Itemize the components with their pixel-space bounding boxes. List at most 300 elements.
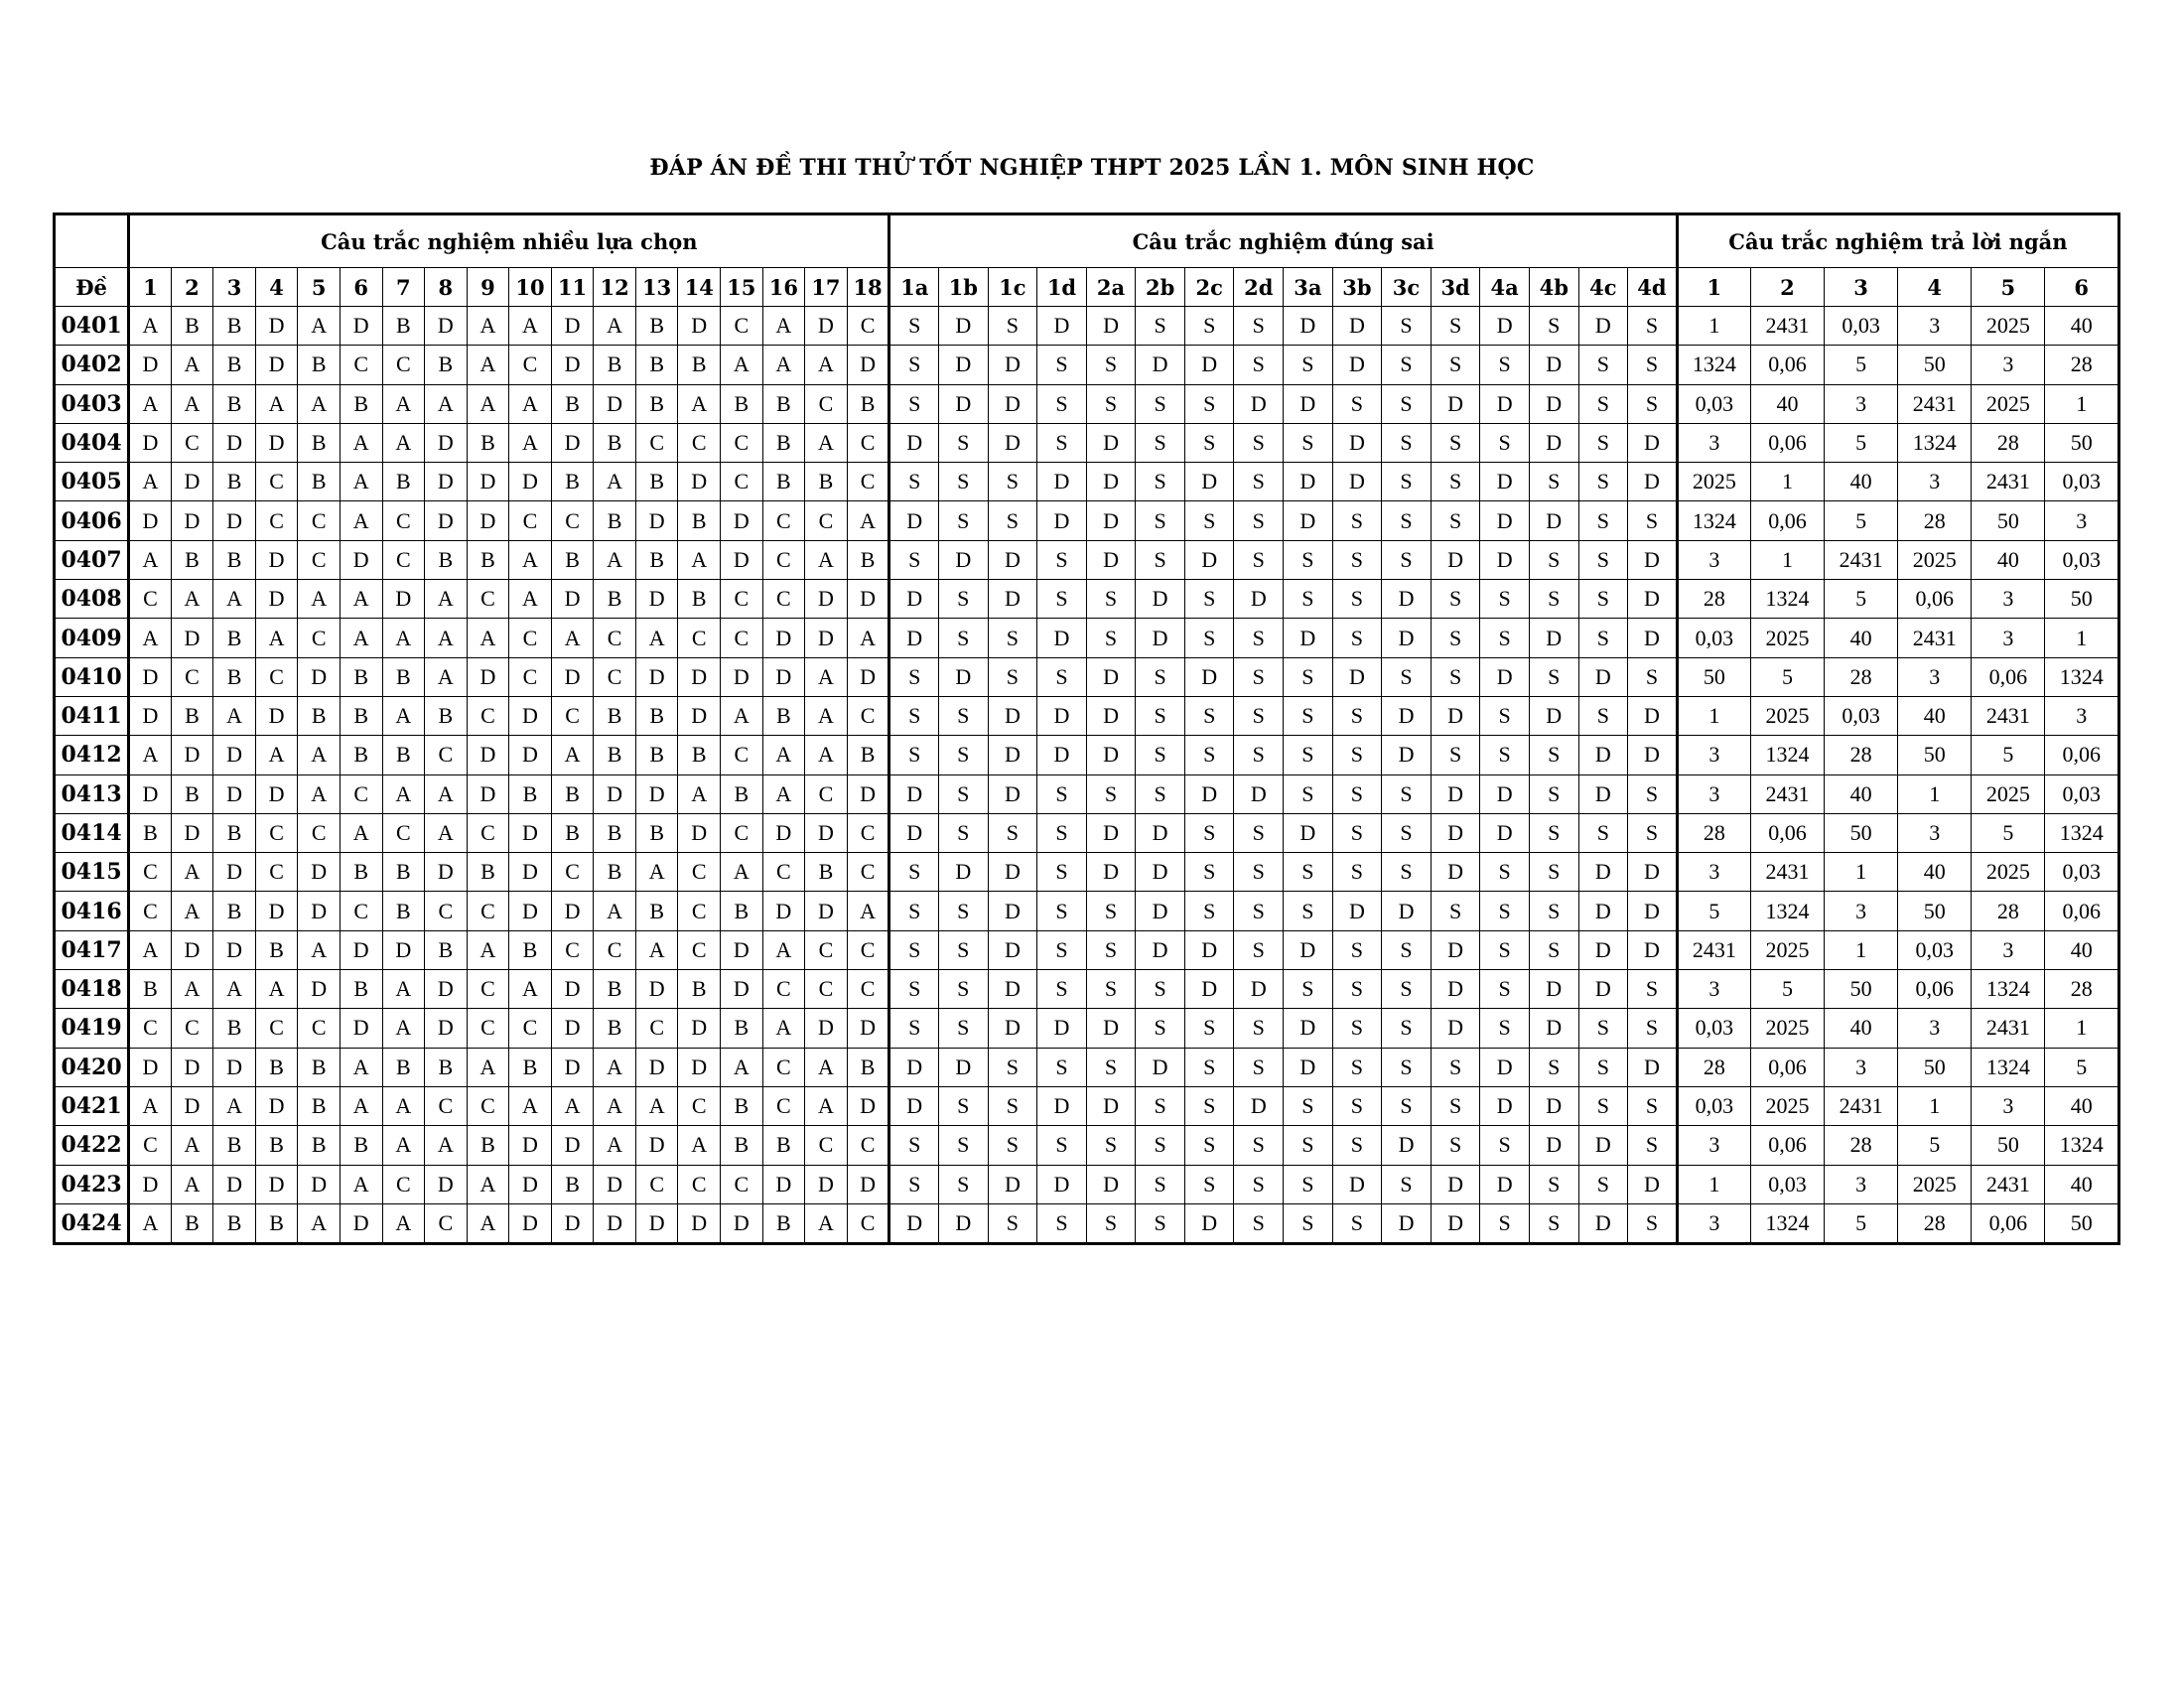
tf-answer-cell: S: [1234, 346, 1284, 384]
tf-answer-cell: S: [939, 813, 989, 852]
mc-answer-cell: A: [129, 736, 172, 774]
tf-answer-cell: D: [1037, 619, 1087, 657]
tf-answer-cell: S: [1184, 736, 1234, 774]
mc-answer-cell: C: [594, 657, 636, 696]
tf-answer-cell: D: [1628, 892, 1678, 930]
mc-answer-cell: A: [847, 892, 889, 930]
sa-answer-cell: 1324: [2045, 657, 2119, 696]
tf-answer-cell: S: [1086, 774, 1136, 813]
mc-answer-cell: D: [171, 1086, 213, 1125]
mc-answer-cell: A: [298, 774, 341, 813]
mc-answer-cell: C: [467, 892, 509, 930]
mc-answer-cell: D: [298, 853, 341, 892]
sa-answer-cell: 40: [2045, 1086, 2119, 1125]
sa-answer-cell: 3: [1677, 774, 1750, 813]
tf-answer-cell: D: [988, 696, 1037, 735]
tf-answer-cell: S: [1136, 970, 1185, 1009]
mc-answer-cell: A: [255, 970, 298, 1009]
sa-answer-cell: 0,06: [1898, 970, 1972, 1009]
tf-answer-cell: S: [1136, 736, 1185, 774]
mc-answer-cell: C: [425, 892, 468, 930]
tf-answer-cell: D: [1284, 307, 1333, 346]
mc-answer-cell: D: [425, 1009, 468, 1048]
exam-code-cell: 0415: [55, 853, 129, 892]
tf-answer-cell: D: [1529, 1009, 1578, 1048]
mc-answer-cell: A: [467, 930, 509, 969]
mc-answer-cell: D: [129, 346, 172, 384]
answer-row: [55, 423, 2119, 462]
mc-answer-cell: B: [425, 1048, 468, 1086]
mc-answer-cell: C: [721, 580, 763, 619]
tf-answer-cell: D: [1332, 346, 1382, 384]
tf-answer-cell: D: [988, 540, 1037, 579]
tf-answer-cell: S: [1480, 696, 1530, 735]
mc-answer-cell: D: [635, 501, 678, 540]
mc-answer-cell: B: [382, 463, 425, 501]
tf-answer-cell: S: [1332, 384, 1382, 423]
sa-answer-cell: 50: [2045, 580, 2119, 619]
tf-answer-cell: D: [1529, 501, 1578, 540]
mc-answer-cell: D: [255, 696, 298, 735]
mc-answer-cell: C: [594, 930, 636, 969]
exam-code-cell: 0418: [55, 970, 129, 1009]
exam-code-cell: 0412: [55, 736, 129, 774]
tf-answer-cell: D: [1431, 853, 1480, 892]
tf-answer-cell: D: [988, 736, 1037, 774]
mc-answer-cell: B: [340, 696, 382, 735]
tf-answer-cell: D: [889, 1086, 939, 1125]
tf-answer-cell: S: [988, 657, 1037, 696]
mc-question-header: 2: [171, 268, 213, 307]
mc-answer-cell: B: [425, 930, 468, 969]
tf-answer-cell: S: [1628, 813, 1678, 852]
mc-answer-cell: B: [635, 307, 678, 346]
mc-answer-cell: A: [129, 1203, 172, 1243]
tf-answer-cell: D: [1578, 853, 1628, 892]
mc-answer-cell: A: [340, 463, 382, 501]
mc-answer-cell: D: [805, 619, 848, 657]
mc-answer-cell: D: [171, 1048, 213, 1086]
mc-answer-cell: A: [762, 736, 805, 774]
mc-answer-cell: A: [509, 580, 552, 619]
mc-answer-cell: D: [805, 1165, 848, 1203]
mc-answer-cell: D: [805, 1009, 848, 1048]
mc-answer-cell: B: [635, 736, 678, 774]
mc-answer-cell: D: [551, 970, 594, 1009]
mc-answer-cell: A: [382, 1126, 425, 1165]
sa-answer-cell: 2025: [1972, 774, 2045, 813]
sa-answer-cell: 0,06: [1898, 580, 1972, 619]
mc-answer-cell: C: [129, 1009, 172, 1048]
mc-answer-cell: D: [213, 774, 256, 813]
tf-answer-cell: S: [1284, 540, 1333, 579]
tf-answer-cell: S: [1529, 853, 1578, 892]
mc-answer-cell: B: [635, 813, 678, 852]
mc-answer-cell: C: [129, 892, 172, 930]
mc-answer-cell: A: [805, 423, 848, 462]
sa-answer-cell: 28: [1898, 501, 1972, 540]
tf-answer-cell: D: [1284, 813, 1333, 852]
tf-answer-cell: S: [889, 657, 939, 696]
exam-code-cell: 0403: [55, 384, 129, 423]
mc-answer-cell: D: [213, 1165, 256, 1203]
mc-answer-cell: D: [509, 463, 552, 501]
sa-answer-cell: 28: [1677, 580, 1750, 619]
sa-answer-cell: 1324: [1972, 970, 2045, 1009]
mc-answer-cell: D: [594, 1165, 636, 1203]
tf-answer-cell: S: [1578, 619, 1628, 657]
sa-answer-cell: 3: [2045, 696, 2119, 735]
mc-answer-cell: D: [340, 307, 382, 346]
tf-answer-cell: D: [1628, 540, 1678, 579]
tf-answer-cell: D: [1234, 580, 1284, 619]
tf-answer-cell: D: [988, 774, 1037, 813]
sa-answer-cell: 3: [1972, 930, 2045, 969]
mc-answer-cell: C: [805, 501, 848, 540]
mc-answer-cell: B: [721, 1126, 763, 1165]
tf-answer-cell: S: [1184, 580, 1234, 619]
tf-answer-cell: D: [1382, 580, 1432, 619]
sa-answer-cell: 1: [1825, 930, 1898, 969]
mc-answer-cell: D: [721, 1203, 763, 1243]
mc-answer-cell: B: [551, 540, 594, 579]
mc-answer-cell: D: [762, 892, 805, 930]
tf-answer-cell: D: [1431, 1009, 1480, 1048]
mc-answer-cell: A: [340, 813, 382, 852]
sa-answer-cell: 1: [1825, 853, 1898, 892]
sa-answer-cell: 2025: [1972, 384, 2045, 423]
mc-answer-cell: B: [762, 1126, 805, 1165]
mc-answer-cell: A: [678, 384, 721, 423]
tf-answer-cell: D: [889, 774, 939, 813]
mc-answer-cell: B: [467, 853, 509, 892]
mc-answer-cell: C: [847, 930, 889, 969]
tf-answer-cell: D: [988, 423, 1037, 462]
sa-answer-cell: 40: [1825, 1009, 1898, 1048]
mc-answer-cell: C: [129, 1126, 172, 1165]
tf-answer-cell: D: [1578, 307, 1628, 346]
mc-answer-cell: D: [467, 463, 509, 501]
tf-answer-cell: S: [939, 1086, 989, 1125]
tf-answer-cell: S: [1037, 930, 1087, 969]
tf-answer-cell: D: [1136, 853, 1185, 892]
mc-answer-cell: B: [255, 930, 298, 969]
sa-answer-cell: 50: [1825, 970, 1898, 1009]
mc-answer-cell: C: [551, 930, 594, 969]
sa-answer-cell: 0,03: [1677, 1009, 1750, 1048]
mc-answer-cell: D: [847, 657, 889, 696]
mc-answer-cell: A: [509, 384, 552, 423]
mc-question-header: 14: [678, 268, 721, 307]
mc-answer-cell: C: [467, 1009, 509, 1048]
tf-answer-cell: D: [988, 1165, 1037, 1203]
mc-question-header: 6: [340, 268, 382, 307]
tf-answer-cell: D: [1037, 307, 1087, 346]
tf-answer-cell: S: [1086, 346, 1136, 384]
tf-answer-cell: S: [939, 736, 989, 774]
tf-answer-cell: D: [1332, 892, 1382, 930]
mc-answer-cell: D: [509, 813, 552, 852]
mc-answer-cell: A: [678, 1126, 721, 1165]
tf-answer-cell: S: [1382, 1048, 1432, 1086]
mc-answer-cell: C: [382, 813, 425, 852]
tf-answer-cell: D: [988, 346, 1037, 384]
tf-answer-cell: S: [988, 1048, 1037, 1086]
mc-answer-cell: A: [340, 619, 382, 657]
sa-answer-cell: 3: [1898, 657, 1972, 696]
mc-answer-cell: C: [721, 736, 763, 774]
tf-answer-cell: S: [1184, 1086, 1234, 1125]
tf-answer-cell: D: [1086, 307, 1136, 346]
mc-answer-cell: A: [762, 930, 805, 969]
tf-answer-cell: S: [939, 696, 989, 735]
de-column-header: Đề: [55, 268, 129, 307]
mc-answer-cell: D: [213, 501, 256, 540]
exam-code-cell: 0405: [55, 463, 129, 501]
tf-answer-cell: D: [1382, 696, 1432, 735]
tf-answer-cell: D: [1184, 970, 1234, 1009]
mc-answer-cell: A: [635, 1086, 678, 1125]
mc-answer-cell: B: [467, 1126, 509, 1165]
mc-answer-cell: D: [467, 501, 509, 540]
tf-answer-cell: D: [1628, 853, 1678, 892]
mc-answer-cell: C: [847, 423, 889, 462]
sa-answer-cell: 2025: [1750, 1009, 1824, 1048]
tf-answer-cell: S: [1431, 346, 1480, 384]
sa-answer-cell: 0,03: [1677, 619, 1750, 657]
tf-answer-cell: D: [1284, 930, 1333, 969]
tf-answer-cell: S: [1234, 696, 1284, 735]
mc-answer-cell: A: [635, 930, 678, 969]
mc-answer-cell: C: [467, 696, 509, 735]
tf-answer-cell: S: [1628, 774, 1678, 813]
tf-answer-cell: S: [1136, 1203, 1185, 1243]
mc-answer-cell: A: [382, 970, 425, 1009]
tf-answer-cell: S: [939, 774, 989, 813]
mc-answer-cell: D: [721, 930, 763, 969]
tf-answer-cell: S: [1037, 892, 1087, 930]
tf-answer-cell: D: [1136, 346, 1185, 384]
tf-answer-cell: D: [1382, 892, 1432, 930]
sa-question-header: 5: [1972, 268, 2045, 307]
tf-answer-cell: D: [1480, 501, 1530, 540]
tf-answer-cell: D: [1332, 463, 1382, 501]
mc-answer-cell: A: [425, 619, 468, 657]
sa-answer-cell: 1: [1677, 307, 1750, 346]
tf-answer-cell: S: [1628, 970, 1678, 1009]
sa-answer-cell: 2431: [1898, 619, 1972, 657]
mc-answer-cell: C: [678, 1086, 721, 1125]
mc-answer-cell: D: [805, 307, 848, 346]
tf-answer-cell: S: [1431, 423, 1480, 462]
tf-answer-cell: D: [1332, 307, 1382, 346]
tf-answer-cell: S: [1578, 463, 1628, 501]
tf-answer-cell: D: [1431, 696, 1480, 735]
tf-answer-cell: D: [1184, 930, 1234, 969]
exam-code-cell: 0416: [55, 892, 129, 930]
tf-answer-cell: S: [1431, 501, 1480, 540]
tf-question-header: 3a: [1284, 268, 1333, 307]
tf-answer-cell: S: [1234, 813, 1284, 852]
tf-answer-cell: S: [939, 501, 989, 540]
mc-answer-cell: A: [382, 423, 425, 462]
tf-answer-cell: D: [1431, 540, 1480, 579]
mc-answer-cell: C: [298, 501, 341, 540]
tf-answer-cell: S: [889, 384, 939, 423]
tf-answer-cell: S: [1529, 1203, 1578, 1243]
sa-answer-cell: 2431: [1750, 853, 1824, 892]
mc-answer-cell: A: [594, 540, 636, 579]
tf-question-header: 3b: [1332, 268, 1382, 307]
mc-answer-cell: D: [509, 1203, 552, 1243]
mc-answer-cell: D: [678, 813, 721, 852]
answer-row: [55, 1009, 2119, 1048]
exam-code-cell: 0421: [55, 1086, 129, 1125]
tf-answer-cell: S: [1431, 463, 1480, 501]
tf-answer-cell: D: [1431, 774, 1480, 813]
mc-answer-cell: D: [805, 813, 848, 852]
mc-answer-cell: A: [721, 696, 763, 735]
sa-answer-cell: 40: [1825, 774, 1898, 813]
tf-answer-cell: D: [1234, 384, 1284, 423]
mc-answer-cell: D: [847, 1009, 889, 1048]
mc-answer-cell: B: [635, 540, 678, 579]
tf-answer-cell: D: [1086, 1086, 1136, 1125]
sa-answer-cell: 3: [1972, 580, 2045, 619]
tf-answer-cell: S: [1628, 346, 1678, 384]
mc-answer-cell: C: [129, 580, 172, 619]
sa-answer-cell: 2431: [1750, 307, 1824, 346]
mc-answer-cell: B: [255, 1126, 298, 1165]
sa-question-header: 3: [1825, 268, 1898, 307]
mc-answer-cell: A: [298, 580, 341, 619]
sa-answer-cell: 0,03: [1677, 1086, 1750, 1125]
mc-answer-cell: B: [213, 657, 256, 696]
tf-answer-cell: D: [1480, 384, 1530, 423]
mc-answer-cell: A: [509, 307, 552, 346]
mc-answer-cell: A: [762, 307, 805, 346]
tf-answer-cell: D: [1086, 736, 1136, 774]
mc-answer-cell: C: [678, 892, 721, 930]
sa-question-header: 1: [1677, 268, 1750, 307]
tf-answer-cell: S: [1332, 1203, 1382, 1243]
mc-answer-cell: A: [129, 619, 172, 657]
mc-answer-cell: D: [129, 423, 172, 462]
tf-answer-cell: D: [939, 1203, 989, 1243]
mc-question-header: 5: [298, 268, 341, 307]
mc-answer-cell: A: [678, 540, 721, 579]
mc-answer-cell: C: [255, 813, 298, 852]
mc-answer-cell: C: [509, 346, 552, 384]
tf-answer-cell: D: [1578, 970, 1628, 1009]
tf-answer-cell: S: [1628, 384, 1678, 423]
tf-answer-cell: S: [1086, 1126, 1136, 1165]
sa-answer-cell: 40: [1825, 463, 1898, 501]
mc-answer-cell: B: [594, 736, 636, 774]
tf-answer-cell: D: [889, 501, 939, 540]
tf-answer-cell: S: [1037, 346, 1087, 384]
tf-answer-cell: D: [1086, 657, 1136, 696]
sa-answer-cell: 40: [1972, 540, 2045, 579]
mc-answer-cell: D: [635, 657, 678, 696]
mc-answer-cell: B: [551, 1165, 594, 1203]
mc-answer-cell: A: [721, 853, 763, 892]
sa-answer-cell: 3: [1825, 1165, 1898, 1203]
sa-answer-cell: 0,03: [2045, 463, 2119, 501]
mc-answer-cell: A: [298, 930, 341, 969]
tf-answer-cell: D: [1037, 1165, 1087, 1203]
tf-answer-cell: S: [889, 853, 939, 892]
mc-answer-cell: D: [847, 1086, 889, 1125]
tf-answer-cell: D: [1037, 463, 1087, 501]
mc-answer-cell: B: [721, 384, 763, 423]
mc-answer-cell: D: [551, 346, 594, 384]
tf-answer-cell: S: [1529, 1048, 1578, 1086]
tf-answer-cell: S: [1578, 1048, 1628, 1086]
tf-question-header: 2c: [1184, 268, 1234, 307]
mc-answer-cell: A: [382, 696, 425, 735]
tf-answer-cell: S: [939, 580, 989, 619]
sa-answer-cell: 2025: [1750, 930, 1824, 969]
exam-code-cell: 0401: [55, 307, 129, 346]
mc-answer-cell: A: [382, 619, 425, 657]
mc-answer-cell: A: [382, 1086, 425, 1125]
answer-row: [55, 463, 2119, 501]
mc-answer-cell: B: [721, 892, 763, 930]
sa-answer-cell: 0,06: [1750, 346, 1824, 384]
mc-answer-cell: D: [678, 1009, 721, 1048]
mc-answer-cell: C: [678, 930, 721, 969]
mc-answer-cell: C: [171, 657, 213, 696]
mc-answer-cell: B: [298, 1086, 341, 1125]
tf-answer-cell: D: [1529, 970, 1578, 1009]
tf-answer-cell: S: [939, 1126, 989, 1165]
tf-answer-cell: S: [1136, 1165, 1185, 1203]
mc-answer-cell: D: [213, 736, 256, 774]
answer-row: [55, 1126, 2119, 1165]
mc-answer-cell: B: [594, 696, 636, 735]
tf-answer-cell: S: [1431, 892, 1480, 930]
tf-answer-cell: S: [1136, 774, 1185, 813]
sa-answer-cell: 40: [2045, 1165, 2119, 1203]
mc-answer-cell: D: [129, 1048, 172, 1086]
tf-answer-cell: S: [1578, 346, 1628, 384]
tf-answer-cell: S: [1382, 970, 1432, 1009]
mc-answer-cell: C: [298, 813, 341, 852]
mc-answer-cell: B: [425, 346, 468, 384]
sa-answer-cell: 1: [2045, 1009, 2119, 1048]
tf-answer-cell: D: [939, 1048, 989, 1086]
sa-answer-cell: 1324: [1677, 501, 1750, 540]
answer-row: [55, 1086, 2119, 1125]
mc-answer-cell: C: [762, 970, 805, 1009]
mc-answer-cell: A: [340, 1048, 382, 1086]
tf-answer-cell: S: [1284, 853, 1333, 892]
tf-answer-cell: S: [1136, 423, 1185, 462]
page-title: ĐÁP ÁN ĐỀ THI THỬ TỐT NGHIỆP THPT 2025 LẦN 1. MÔN SINH HỌC: [649, 155, 1535, 181]
mc-answer-cell: D: [551, 1009, 594, 1048]
mc-answer-cell: D: [340, 1009, 382, 1048]
mc-answer-cell: A: [467, 384, 509, 423]
mc-answer-cell: A: [425, 657, 468, 696]
tf-answer-cell: S: [1136, 657, 1185, 696]
tf-answer-cell: S: [988, 619, 1037, 657]
mc-answer-cell: A: [255, 384, 298, 423]
sa-answer-cell: 0,03: [2045, 540, 2119, 579]
tf-answer-cell: S: [1382, 853, 1432, 892]
mc-answer-cell: C: [382, 540, 425, 579]
tf-answer-cell: S: [1332, 580, 1382, 619]
